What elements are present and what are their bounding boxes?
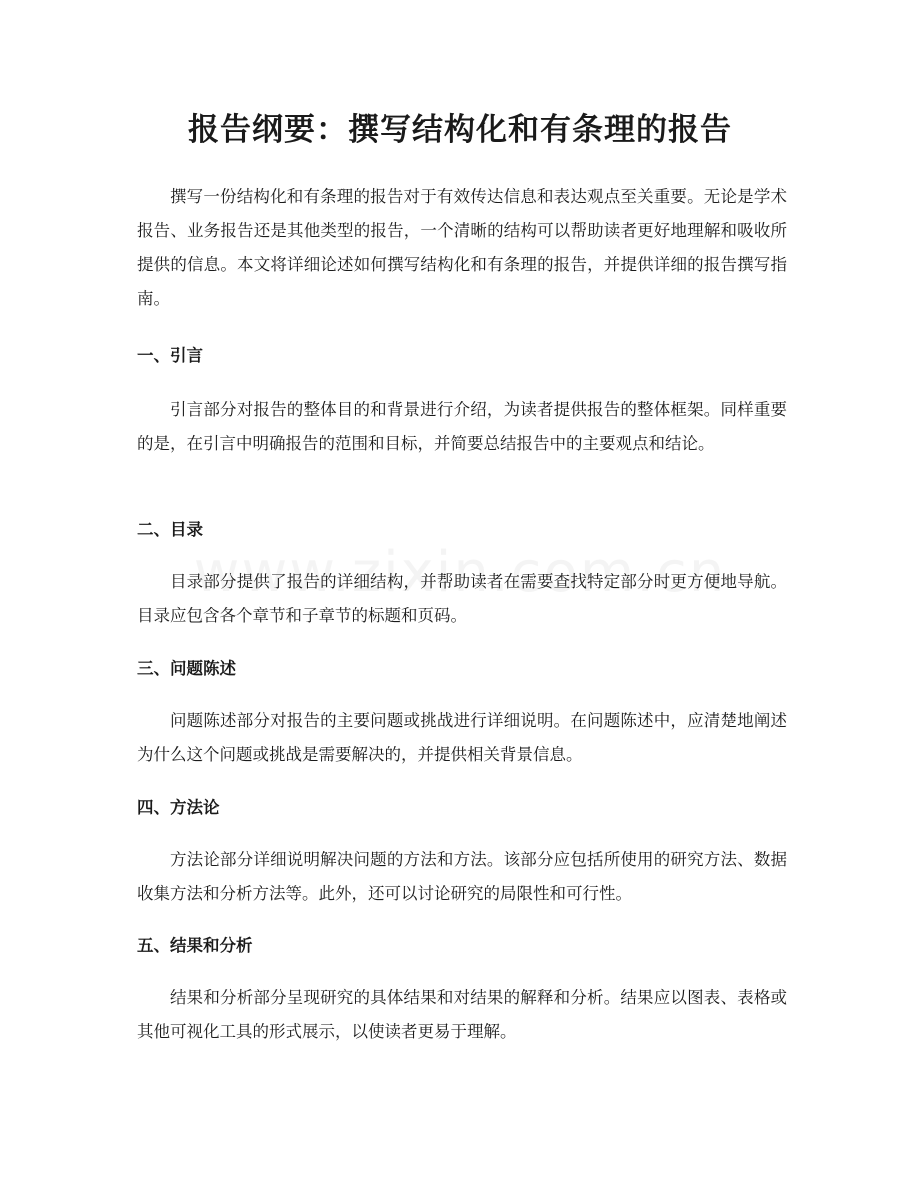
section-heading-toc: 二、目录 bbox=[137, 520, 203, 539]
document-title: 报告纲要：撰写结构化和有条理的报告 bbox=[188, 112, 732, 148]
section-body-problem: 问题陈述部分对报告的主要问题或挑战进行详细说明。在问题陈述中，应清楚地阐述为什么这个问题或挑战是需要解决的，并提供相关背景信息。 bbox=[137, 711, 787, 764]
section-body-results: 结果和分析部分呈现研究的具体结果和对结果的解释和分析。结果应以图表、表格或其他可视化工具的形式展示，以使读者更易于理解。 bbox=[137, 988, 787, 1041]
section-heading-results: 五、结果和分析 bbox=[137, 936, 253, 955]
section-body-methodology: 方法论部分详细说明解决问题的方法和方法。该部分应包括所使用的研究方法、数据收集方法和分析方法等。此外，还可以讨论研究的局限性和可行性。 bbox=[137, 850, 787, 903]
section-heading-methodology: 四、方法论 bbox=[137, 798, 220, 817]
section-heading-introduction: 一、引言 bbox=[137, 346, 203, 365]
section-heading-problem: 三、问题陈述 bbox=[137, 659, 236, 678]
intro-paragraph: 撰写一份结构化和有条理的报告对于有效传达信息和表达观点至关重要。无论是学术报告、业务报告还是其他类型的报告，一个清晰的结构可以帮助读者更好地理解和吸收所提供的信息。本文将详细论述如何撰写结构化和有条理的报告，并提供详细的报告撰写指南。 bbox=[137, 187, 787, 308]
section-body-introduction: 引言部分对报告的整体目的和背景进行介绍，为读者提供报告的整体框架。同样重要的是，在引言中明确报告的范围和目标，并简要总结报告中的主要观点和结论。 bbox=[137, 400, 787, 453]
section-body-toc: 目录部分提供了报告的详细结构，并帮助读者在需要查找特定部分时更方便地导航。目录应包含各个章节和子章节的标题和页码。 bbox=[137, 572, 787, 625]
